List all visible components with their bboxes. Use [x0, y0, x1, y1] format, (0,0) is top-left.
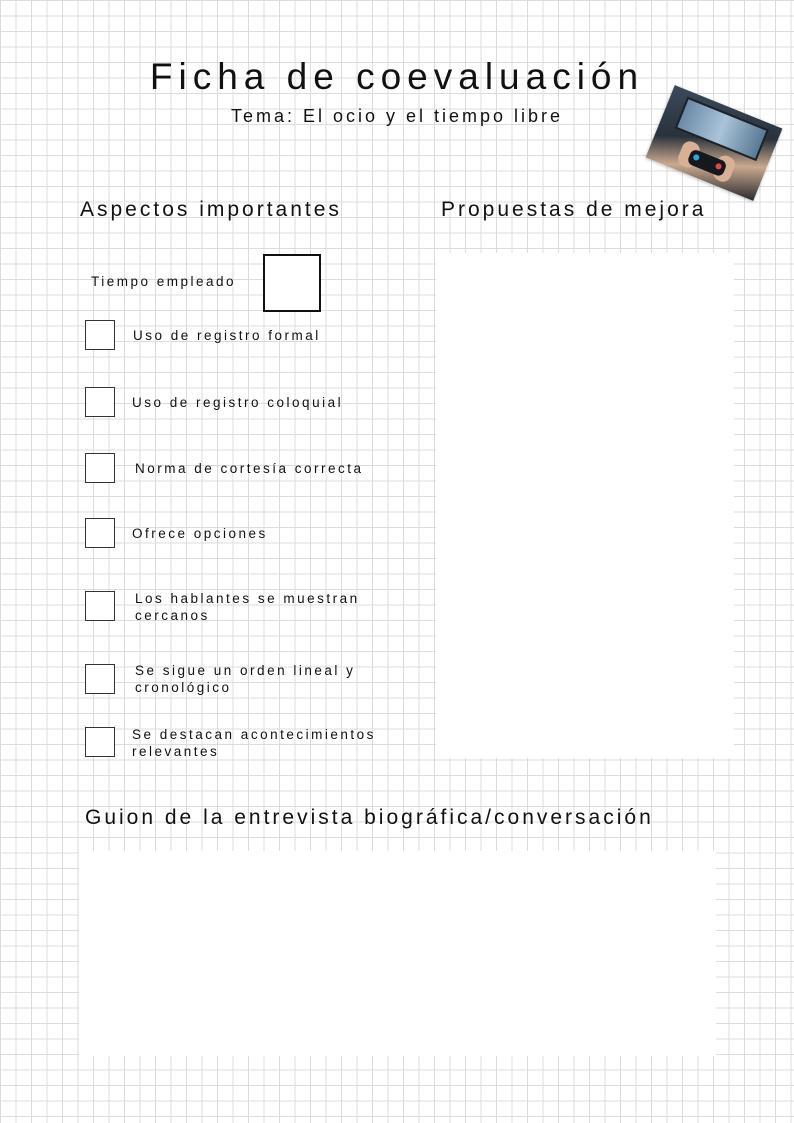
checkbox-relevant-events[interactable]	[85, 727, 115, 757]
item-formal-register: Uso de registro formal	[133, 328, 321, 343]
item-offers-options: Ofrece opciones	[132, 526, 268, 541]
time-label: Tiempo empleado	[91, 274, 237, 289]
script-heading: Guion de la entrevista biográfica/conversación	[85, 806, 654, 829]
aspects-heading: Aspectos importantes	[80, 198, 342, 221]
page-subtitle: Tema: El ocio y el tiempo libre	[230, 106, 564, 126]
proposals-heading: Propuestas de mejora	[441, 198, 707, 221]
item-courtesy-norm: Norma de cortesía correcta	[135, 461, 364, 476]
checkbox-offers-options[interactable]	[85, 518, 115, 548]
item-speakers-close-line2: cercanos	[135, 608, 210, 623]
checkbox-formal-register[interactable]	[85, 320, 115, 350]
item-linear-order-line1: Se sigue un orden lineal y	[135, 663, 356, 678]
checkbox-speakers-close[interactable]	[85, 591, 115, 621]
item-speakers-close-line1: Los hablantes se muestran	[135, 591, 360, 606]
checkbox-courtesy-norm[interactable]	[85, 453, 115, 483]
proposals-writing-area[interactable]	[436, 253, 734, 758]
videogame-player-photo	[646, 85, 783, 201]
item-linear-order-line2: cronológico	[135, 680, 232, 695]
script-writing-area[interactable]	[79, 851, 716, 1056]
checkbox-linear-order[interactable]	[85, 664, 115, 694]
page-title: Ficha de coevaluación	[149, 56, 645, 97]
item-colloquial-register: Uso de registro coloquial	[132, 395, 344, 410]
item-relevant-events-line2: relevantes	[132, 744, 220, 759]
time-input-box[interactable]	[263, 254, 321, 312]
item-relevant-events-line1: Se destacan acontecimientos	[132, 727, 376, 742]
checkbox-colloquial-register[interactable]	[85, 387, 115, 417]
gamepad-icon	[686, 148, 727, 177]
